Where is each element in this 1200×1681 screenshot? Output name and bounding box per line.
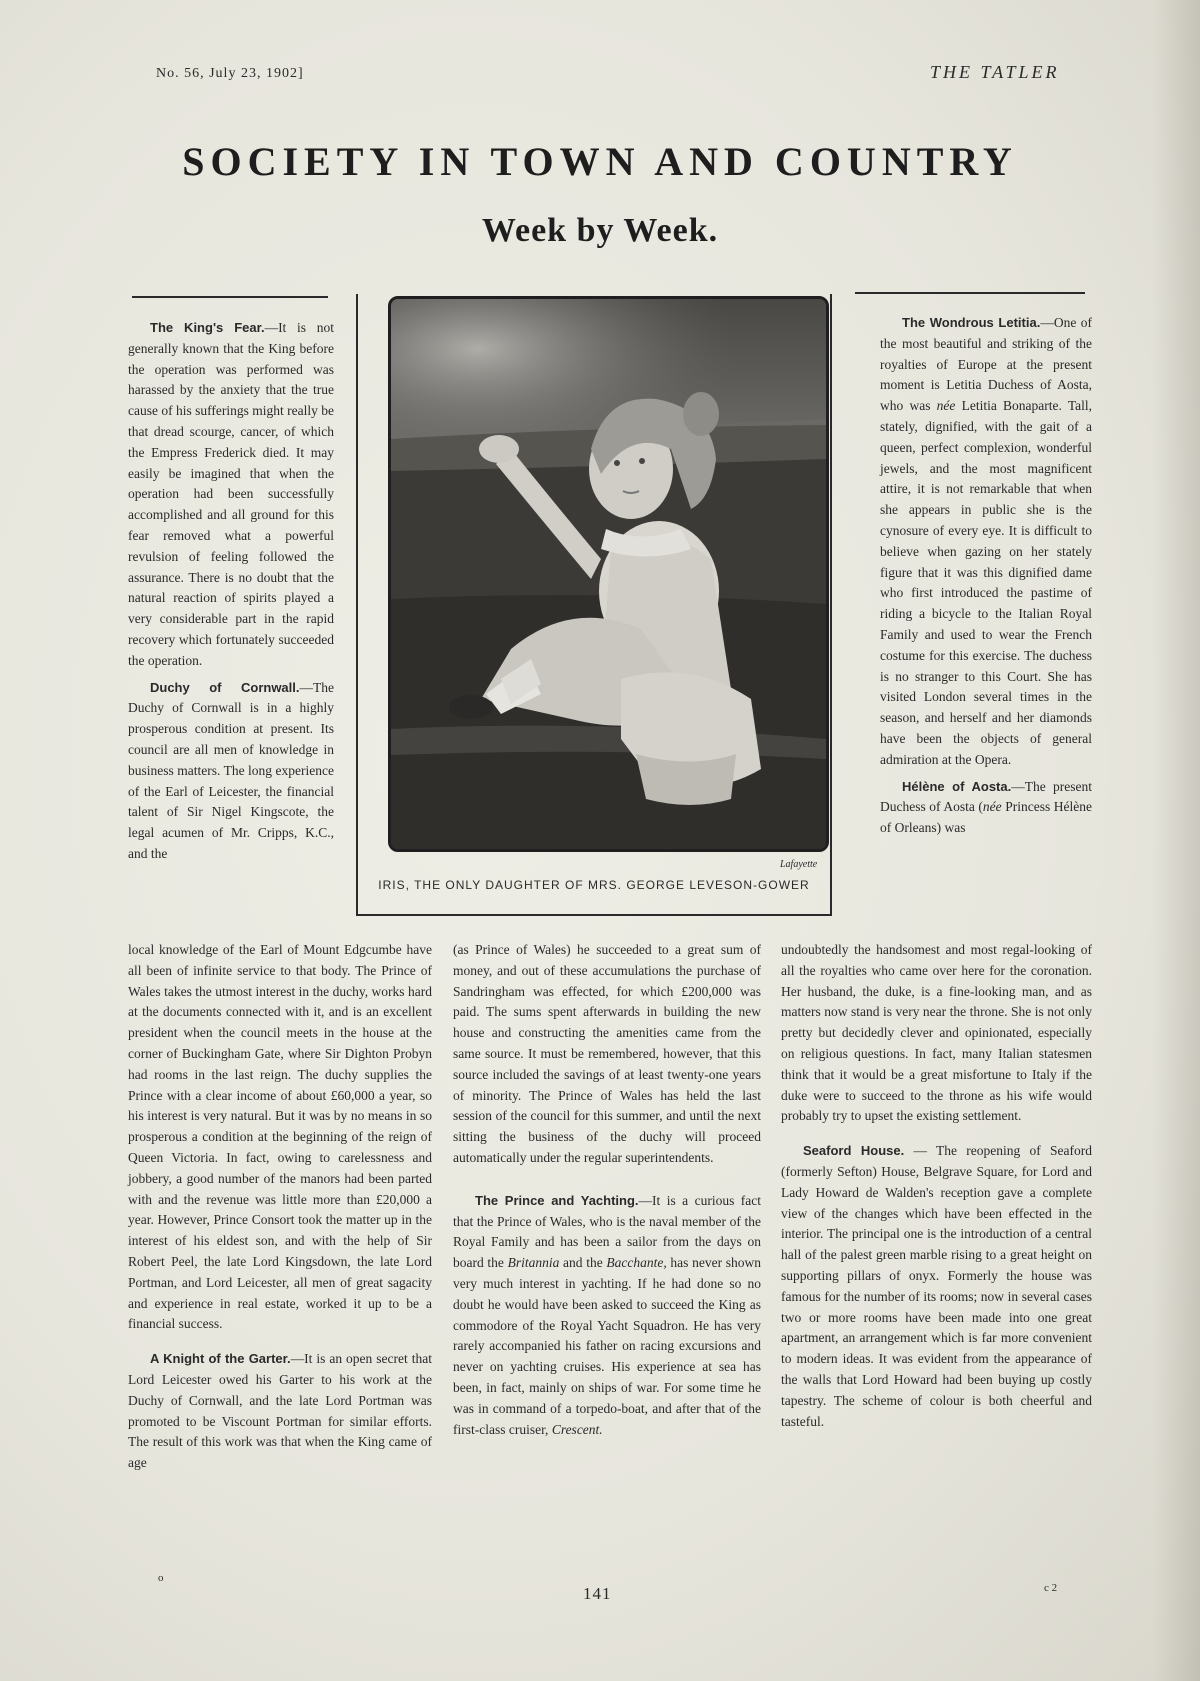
- article-duchy-continued: local knowledge of the Earl of Mount Edgcumbe have all been of infinite service to that body. The Prince of Wales takes the utmost interest in the duchy, works hard at the documents connected with it, and is an excellent president when the council meets in the house at the corner of Buckingham Gate, where Sir Dighton Probyn had rooms in the last reign. The duchy supplies the Prince with a clear income of about £60,000 a year, so his interest is very natural. But it was by no means in so prosperous a condition at the beginning of the reign of Queen Victoria. In fact, owing to carelessness and jobbery, a good number of the manors had been parted with and the revenue was little more than £20,000 a year. However, Prince Consort took the matter up in the interest of his eldest son, and with the help of Sir Robert Peel, the late Lord Kingsdown, the late Lord Portman, and Lord Leicester, all men of great sagacity and experience in real estate, worked it up to be a financial success.: [128, 942, 432, 1332]
- article-body: —It is an open secret that Lord Leicester owed his Garter to his work at the Duchy of Cornwall, and the late Lord Portman was promoted to be Viscount Portman for similar efforts. The result of this work was that when the King came of age: [128, 1351, 432, 1471]
- article-helene-continued: undoubtedly the handsomest and most regal-looking of all the royalties who came over here for the coronation. Her husband, the duke, is a fine-looking man, and as matters now stand is very near the throne. She is not only pretty but decidedly clever and opinionated, especially on religious questions. In fact, many Italian statesmen think that it would be a great misfortune to Italy if the duke were to succeed to the throne as his wife would probably try to upset the existing settlement.: [781, 942, 1092, 1124]
- left-column: [128, 318, 334, 865]
- article-letitia: [880, 313, 1092, 771]
- child-portrait-image: [391, 299, 826, 849]
- article-body: has never shown very much interest in yachting. If he had done so no doubt he would have been asked to succeed the King as commodore of the Royal Yacht Squadron. He has very rarely accompanied his father on racing excursions and never on yachting cruises. His experience at sea has been, in fact, mainly on ships of war. For some time he was in command of a torpedo-boat, and after that of the first-class cruiser,: [453, 1255, 761, 1437]
- lower-column-2: [453, 940, 761, 1440]
- right-column-rule: [855, 292, 1085, 294]
- article-body: Princess Hélène of Orleans) was: [880, 799, 1092, 836]
- article-kings-fear: [128, 318, 334, 672]
- article-italic: Crescent.: [551, 1421, 603, 1437]
- page-number: 141: [583, 1584, 612, 1603]
- page-subtitle: Week by Week.: [481, 212, 719, 249]
- article-heading: Duchy of Cornwall.: [150, 679, 300, 695]
- signature-mark: c 2: [1044, 1582, 1058, 1594]
- article-heading: The Wondrous Letitia.: [902, 315, 1041, 330]
- article-italic: Bacchante,: [606, 1255, 667, 1271]
- article-italic: née: [936, 398, 956, 414]
- article-body: —One of the most beautiful and striking of the royalties of Europe at the present moment is Letitia Duchess of Aosta, who was: [880, 315, 1092, 414]
- article-duchy: [128, 678, 334, 865]
- article-helene: [880, 777, 1092, 839]
- lower-column-1: [128, 940, 432, 1474]
- magazine-name: THE TATLER: [930, 62, 1060, 82]
- article-body: Letitia Bonaparte. Tall, stately, dignified, with the gait of a queen, perfect complexion, wonderful jewels, and the most magnificent attire, it is not remarkable that when she appears in public she is the cynosure of every eye. It is difficult to believe when gazing on her stately figure that it was this dignified dame who first introduced the pastime of riding a bicycle to the Italian Royal Family and used to wear the French costume for this exercise. The duchess is no stranger to this Court. She has visited London several times in the season, and herself and her diamonds have been the objects of general admiration at the Opera.: [880, 398, 1093, 767]
- portrait-photo: [388, 296, 829, 852]
- article-heading: Seaford House.: [803, 1143, 905, 1159]
- article-heading: The Prince and Yachting.: [475, 1192, 639, 1208]
- article-italic: Britannia: [507, 1255, 560, 1271]
- article-body: —It is a curious fact that the Prince of Wales, who is the naval member of the Royal Family and has been a sailor from the days on board the: [453, 1192, 762, 1271]
- article-heading: The King's Fear.: [150, 320, 265, 335]
- article-body: —It is not generally known that the King before the operation was performed was harassed by the anxiety that the true cause of his sufferings might really be that dread scourge, cancer, of which the Empress Frederick died. It may easily be imagined that when the operation had been successfully accomplished and all ground for this fear removed what a powerful revulsion of feeling followed the assurance. There is no doubt that the natural reaction of spirits played a very considerable part in the rapid recovery which fortunately succeeded the operation.: [128, 320, 334, 668]
- page-title: SOCIETY IN TOWN AND COUNTRY: [182, 139, 1018, 184]
- article-body: and the: [559, 1255, 607, 1271]
- article-garter: [128, 1349, 432, 1474]
- right-column: [880, 313, 1092, 839]
- article-yachting: [453, 1191, 761, 1441]
- article-heading: Hélène of Aosta.: [902, 778, 1012, 794]
- article-italic: née: [982, 799, 1002, 815]
- left-column-rule: [132, 296, 328, 298]
- article-body: —The Duchy of Cornwall is in a highly prosperous condition at present. Its council are all men of knowledge in business matters. The long experience of the Earl of Leicester, the financial talent of Sir Nigel Kingscote, the legal acumen of Mr. Cripps, K.C., and the: [128, 679, 334, 861]
- photo-caption: IRIS, THE ONLY DAUGHTER OF MRS. GEORGE LEVESON-GOWER: [378, 878, 810, 892]
- issue-line: No. 56, July 23, 1902]: [156, 66, 304, 81]
- article-body: — The reopening of Seaford (formerly Sefton) House, Belgrave Square, for Lord and Lady Howard de Walden's reception gave a complete view of the changes which have been effected in the interior. The principal one is the introduction of a central hall of the palest green marble rising to a great height on supporting pillars of onyx. Formerly the house was famous for the number of its rooms; now in several cases two or more rooms have been made into one great apartment, an arrangement which is far more convenient to modern ideas. It was evident from the appearance of the walls that Lord Howard had been buying up costly tapestry. The scheme of colour is both cheerful and tasteful.: [781, 1143, 1092, 1429]
- footer-mark-left: o: [158, 1572, 164, 1584]
- article-seaford: [781, 1141, 1092, 1432]
- lower-column-3: [781, 940, 1092, 1432]
- article-garter-continued: (as Prince of Wales) he succeeded to a great sum of money, and out of these accumulations the purchase of Sandringham was effected, for which £200,000 was paid. The sums spent afterwards in building the new house and constructing the amenities came from the same source. It must be remembered, however, that this source included the savings of at least twenty-one years of minority. The Prince of Wales has held the last session of the council for this summer, and until the next sitting the business of the duchy will proceed automatically under the regular superintendents.: [453, 942, 761, 1165]
- article-body: —The present Duchess of Aosta (: [880, 778, 1092, 815]
- article-heading: A Knight of the Garter.: [150, 1351, 291, 1367]
- photo-credit: Lafayette: [780, 859, 818, 870]
